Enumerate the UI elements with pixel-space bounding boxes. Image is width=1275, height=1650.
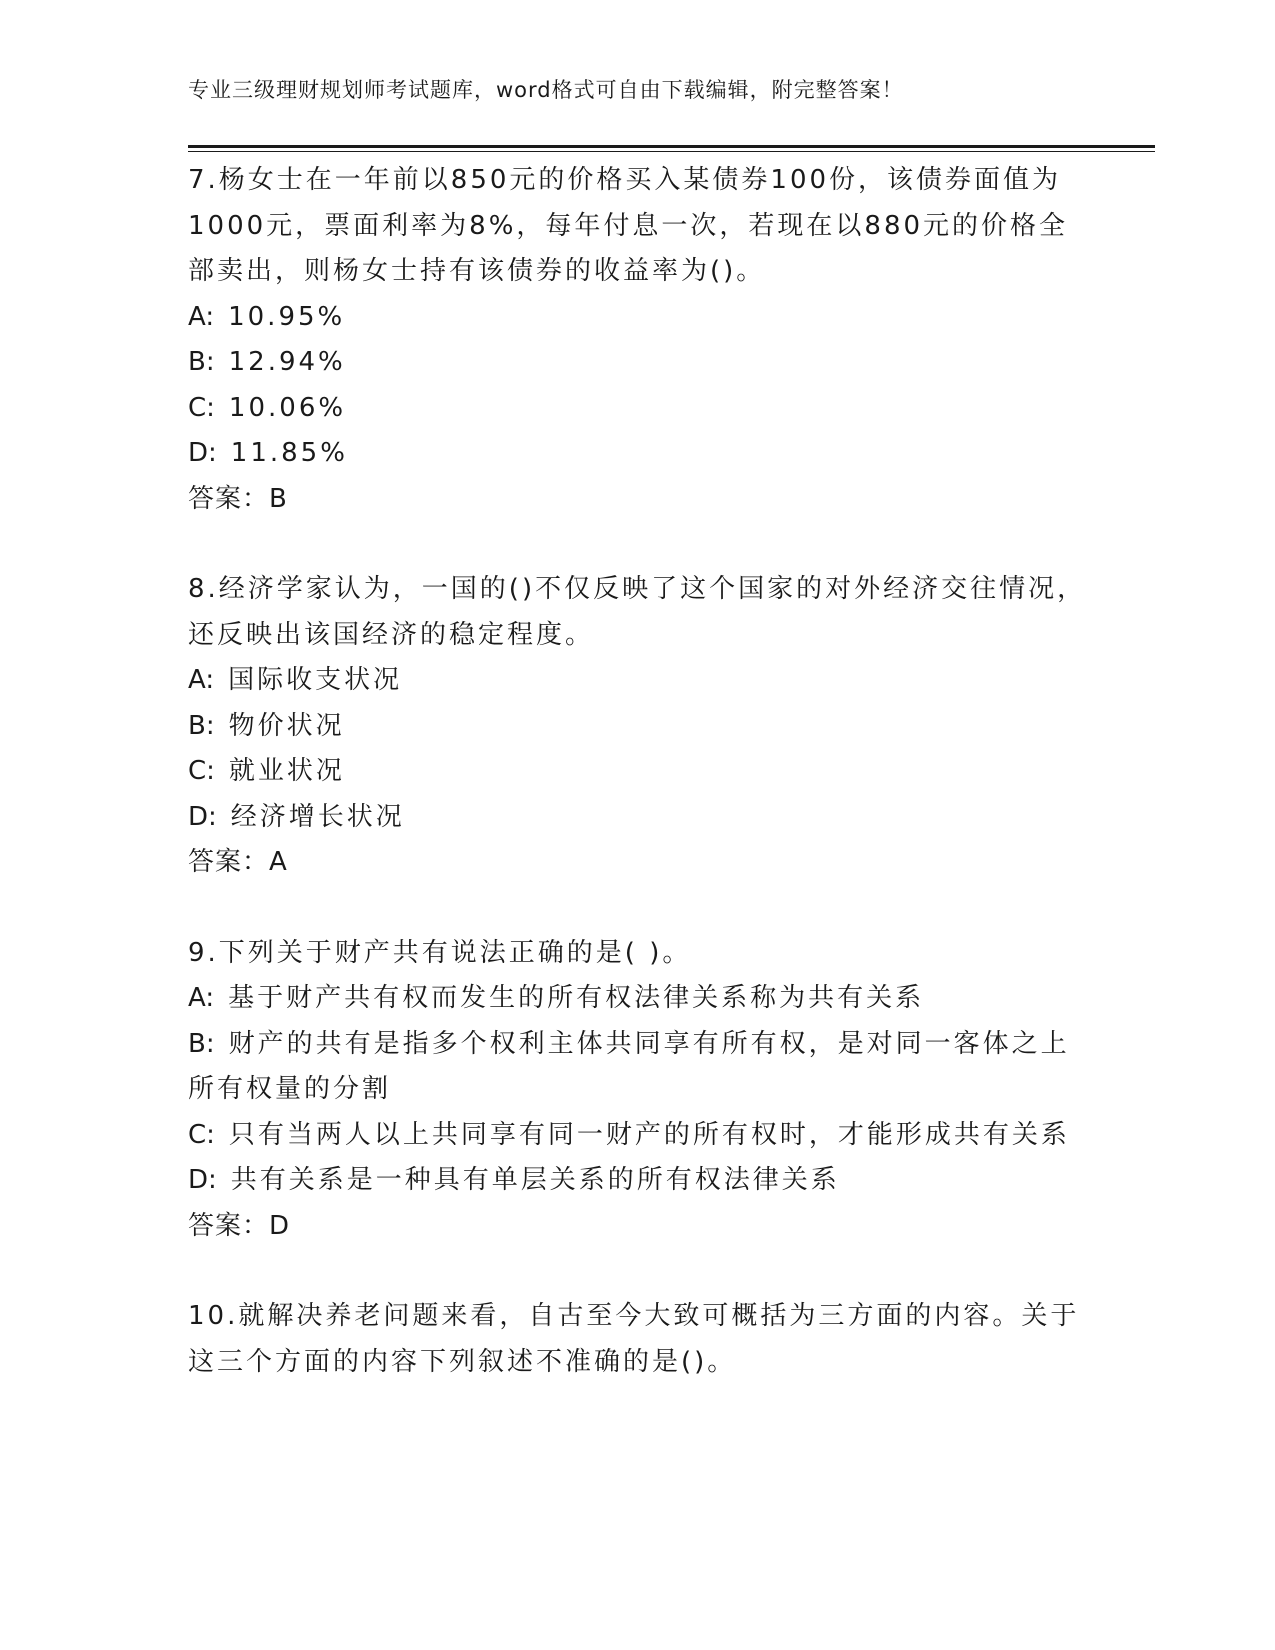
option-b [188, 340, 1088, 386]
questions-list [188, 158, 1088, 1430]
header-rule-thin [188, 151, 1155, 152]
option-a [188, 658, 1088, 704]
option-text: 12.94% [228, 347, 346, 377]
question-10 [188, 1294, 1088, 1385]
question-text: 7.杨女士在一年前以850元的价格买入某债券100份，该债券面值为1000元，票面利率为8%，每年付息一次，若现在以880元的价格全部卖出，则杨女士持有该债券的收益率为()。 [188, 165, 1069, 286]
option-key: C: [188, 756, 215, 786]
option-key: D: [188, 438, 217, 468]
answer-line: 答案：D [188, 1210, 291, 1241]
option-key: B: [188, 1028, 215, 1059]
option-text: 11.85% [230, 438, 348, 468]
option-key: D: [188, 801, 217, 832]
option-d [188, 431, 1088, 477]
option-key: B: [188, 710, 215, 741]
option-c [188, 749, 1088, 795]
option-text: 10.06% [228, 392, 347, 423]
question-7 [188, 158, 1088, 522]
header-rule-thick [188, 145, 1155, 148]
option-text: 财产的共有是指多个权利主体共同享有所有权，是对同一客体之上所有权量的分割 [188, 1028, 1070, 1104]
option-key: B: [188, 347, 215, 377]
option-d [188, 795, 1088, 841]
option-text: 就业状况 [228, 756, 345, 786]
option-key: C: [188, 1119, 215, 1150]
option-a [188, 295, 1088, 341]
question-text: 10.就解决养老问题来看，自古至今大致可概括为三方面的内容。关于这三个方面的内容下列叙述不准确的是()。 [188, 1301, 1080, 1377]
option-a [188, 976, 1088, 1022]
question-8 [188, 567, 1088, 886]
answer-line: 答案：B [188, 483, 288, 514]
option-text: 经济增长状况 [230, 801, 405, 832]
option-key: D: [188, 1165, 217, 1195]
option-text: 共有关系是一种具有单层关系的所有权法律关系 [230, 1165, 840, 1195]
question-text: 8.经济学家认为，一国的()不仅反映了这个国家的对外经济交往情况，还反映出该国经济的稳定程度。 [188, 574, 1087, 650]
option-key: A: [188, 665, 215, 695]
option-key: A: [188, 983, 215, 1013]
option-key: A: [188, 301, 215, 332]
option-key: C: [188, 392, 215, 423]
answer-line: 答案：A [188, 847, 288, 877]
option-c [188, 386, 1088, 432]
question-9 [188, 931, 1088, 1250]
option-text: 物价状况 [228, 710, 345, 741]
question-text: 9.下列关于财产共有说法正确的是( )。 [188, 937, 692, 968]
option-text: 10.95% [228, 301, 346, 332]
option-b [188, 704, 1088, 750]
option-text: 基于财产共有权而发生的所有权法律关系称为共有关系 [228, 983, 925, 1013]
option-b [188, 1022, 1088, 1113]
option-text: 只有当两人以上共同享有同一财产的所有权时，才能形成共有关系 [228, 1119, 1070, 1150]
option-text: 国际收支状况 [228, 665, 403, 695]
page-header: 专业三级理财规划师考试题库，word格式可自由下载编辑，附完整答案！ [188, 78, 904, 102]
option-c [188, 1113, 1088, 1159]
option-d [188, 1158, 1088, 1204]
